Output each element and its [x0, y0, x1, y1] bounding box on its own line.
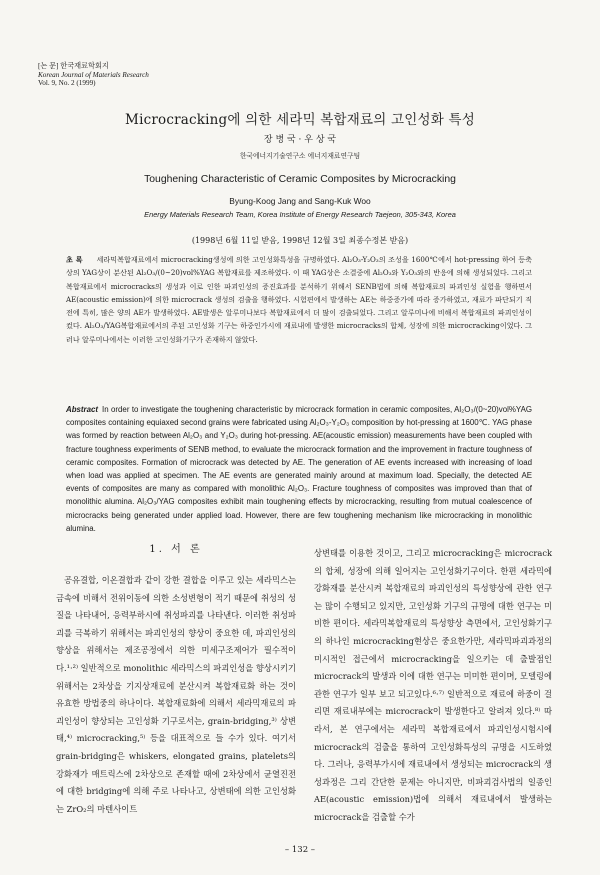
paper-title-ko: Microcracking에 의한 세라믹 복합재료의 고인성화 특성: [125, 112, 475, 128]
journal-volume: Vol. 9, No. 2 (1999): [38, 79, 96, 88]
page-number: – 132 –: [284, 845, 316, 855]
authors-en: Byung-Koog Jang and Sang-Kuk Woo: [229, 196, 371, 206]
section-heading-introduction: 1. 서 론: [149, 544, 203, 555]
abstract-en-text: In order to investigate the toughening characteristic by microcrack formation in ceramic composites, Al₂O₃/(0~20)vol%YAG composites containing equiaxed second grains were fabricated using Al₂O₃-Y₂O₃ composition by hot-pressing at 1600℃. YAG phase was formed by reaction between Al₂O₃ and Y₂O₃ during hot-pressing. AE(acoustic emission) measurements have been coupled with fracture toughness experiments of SENB method, to evaluate the microcrack formation and the improvement in fracture toughness of ceramic composites. Formation of microcrack was detected by AE. The generation of AE events increased with increasing of load when load was applied at specimen. The AE events are generated mainly around at maximum load. Specially, the detected AE events of composites are many as compared with monolithic Al₂O₃. Fracture toughness of composites was improved than that of monolithic alumina. Al₂O₃/YAG composites exhibit main toughening effects by microcracking, resulting from mutual coalescence of microcracks being generated under applied load. However, there are few toughening mechanism like microcracking in monolithic alumina.: [66, 405, 532, 533]
received-dates: (1998년 6월 11일 받음, 1998년 12월 3일 최종수정본 받음): [191, 236, 409, 245]
paper-title-en: Toughening Characteristic of Ceramic Composites by Microcracking: [144, 174, 456, 185]
journal-line-ko: [논 문] 한국재료학회지: [38, 62, 109, 70]
authors-ko: 장 병 국 · 우 상 국: [263, 135, 337, 145]
abstract-en: [66, 403, 532, 535]
abstract-ko-text: 세라믹복합재료에서 microcracking생성에 의한 고인성화특성을 규명하였다. Al₂O₃-Y₂O₃의 조성을 1600℃에서 hot-pressing 하여 등축상의 YAG상이 분산된 Al₂O₃/(0~20)vol%YAG 복합재료를 제조하였다. 이 때 YAG상은 소결중에 Al₂O₃와 Y₂O₃와의 반응에 의해 생성되었다. 그리고 복합재료에서 microcracks의 생성과 이로 인한 파괴인성의 증진효과를 분석하기 위해서 SENB법에 의해 복합재료의 파괴인성 실험을 행하면서 AE(acoustic emission)에 의한 microcrack 생성의 검출을 행하였다. 시험편에서 발생하는 AE는 하중증가에 따라 증가하였고, 재료가 파단되기 직전에 특히, 많은 양의 AE가 발생하였다. AE발생은 알루미나보다 복합재료에서 더 많이 검출되었다. 그리고 알루미나에 비해서 복합재료의 파괴인성이 컸다. Al₂O₃/YAG복합재료에서의 주된 고인성화 기구는 하중인가시에 재료내에 발생한 microcracks의 합체, 성장에 의한 microcracking이었다. 그러나 알루미나에서는 이러한 고인성화기구가 존재하지 않았다.: [66, 255, 532, 344]
body-column-left: [56, 572, 296, 818]
journal-line-en: Korean Journal of Materials Research: [38, 70, 149, 79]
body-left-paragraph: 공유결합, 이온결합과 같이 강한 결합을 이루고 있는 세라믹스는 금속에 비해서 전위이동에 의한 소성변형이 적기 때문에 취성의 성질을 나타내어, 응력부하시에 취성파괴를 나타낸다. 이러한 취성파괴를 극복하기 위해서는 파괴인성의 향상이 중요한 데, 파괴인성의 향상을 위해서는 제조공정에서 의한 미세구조제어가 필수적이다.¹·²⁾ 일반적으로 monolithic 세라믹스의 파괴인성을 향상시키기 위해서는 2차상을 기지상재료에 분산시켜 복합재료화 하는 것이 유효한 방법중의 하나이다. 복합재료화에 의해서 세라믹재료의 파괴인성이 향상되는 고인성화 기구로서는, grain-bridging,³⁾ 상변태,⁴⁾ microcracking,⁵⁾ 등을 대표적으로 들 수가 있다. 여기서 grain-bridging은 whiskers, elongated grains, platelets의 강화재가 매트릭스에 2차상으로 존재할 때에 2차상에서 균열진전에 대한 bridging에 의해 주로 나타나고, 상변태에 의한 고인성화는 ZrO₂의 마텐사이트: [56, 575, 296, 814]
abstract-ko: [66, 253, 532, 346]
journal-header: [38, 62, 338, 88]
abstract-en-label: Abstract: [66, 405, 99, 414]
body-right-paragraph: 상변태를 이용한 것이고, 그리고 microcracking은 microcrack의 합체, 성장에 의해 일어지는 고인성화기구이다. 한편 세라믹에 강화재를 분산시켜 복합재료의 파괴인성의 특성향상에 관한 연구는 많이 수행되고 있지만, 고인성화 기구의 규명에 대한 연구는 미비한 편이다. 세라믹복합재료의 특성향상 측면에서, 고인성화기구의 하나인 microcracking현상은 중요한가만, 세라믹파괴과정의 미시적인 접근에서 microcracking을 일으키는 데 출발점인 microcrack의 발생과 이에 대한 연구는 미미한 편이며, 모델링에 관한 연구가 일부 보고 되고있다.⁶·⁷⁾ 일반적으로 재료에 하중이 걸리면 재료내부에는 microcrack이 발생한다고 알려져 있다.⁸⁾ 따라서, 본 연구에서는 세라믹 복합재료에서 파괴인성시험시에 microcrack의 검출을 통하여 고인성화특성의 규명을 시도하였다. 그러나, 응력부가시에 재료내에서 생성되는 microcrack의 생성과정은 그리 간단한 문제는 아니지만, 비파괴검사법의 일종인 AE(acoustic emission)법에 의해서 재료내에서 발생하는 microcrack을 검출할 수가: [314, 548, 552, 822]
body-column-right: [314, 545, 552, 827]
affiliation-ko: 한국에너지기술연구소 에너지재료연구팀: [239, 152, 361, 160]
affiliation-en: Energy Materials Research Team, Korea Institute of Energy Research Taejeon, 305-343, Korea: [144, 210, 456, 219]
abstract-ko-label: 초 록: [66, 255, 83, 264]
